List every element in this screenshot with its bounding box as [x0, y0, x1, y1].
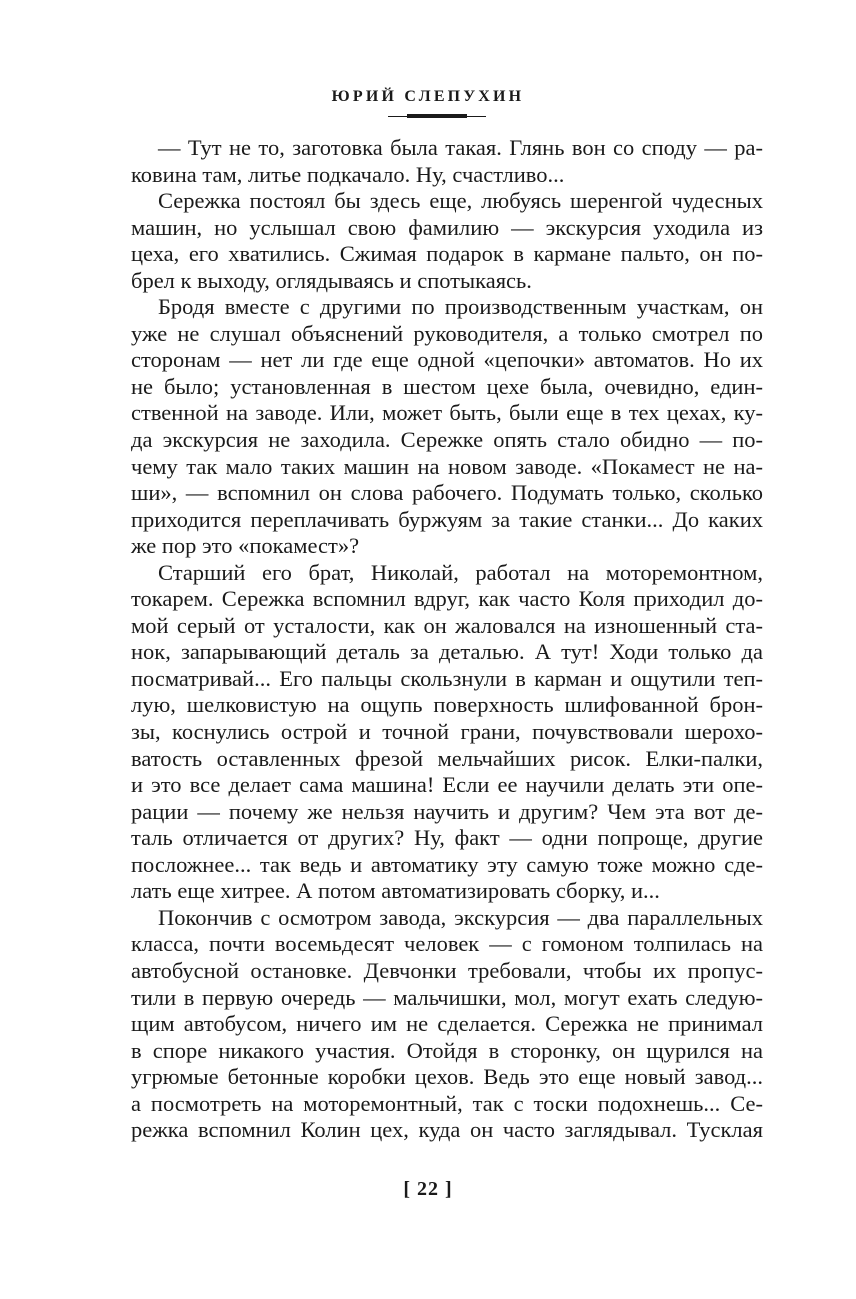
text-line: режка вспомнил Колин цех, куда он часто заглядывал. Тусклая [131, 1117, 763, 1143]
text-line: автобусной остановке. Девчонки требовали, чтобы их пропус- [131, 957, 763, 983]
text-line: — Тут не то, заготовка была такая. Глянь вон со споду — ра- [158, 135, 763, 160]
text-line: нок, запарывающий деталь за деталью. А тут! Ходи только да [131, 639, 763, 665]
text-line: в споре никакого участия. Отойдя в сторонку, он щурился на [131, 1037, 763, 1063]
text-line: Бродя вместе с другими по производственным участкам, он [158, 294, 763, 320]
page-number: [ 22 ] [403, 1178, 453, 1200]
text-line: угрюмые бетонные коробки цехов. Ведь это еще новый завод... [131, 1064, 763, 1090]
text-line: мой серый от усталости, как он жаловался на изношенный ста- [131, 612, 763, 638]
text-line: таль отличается от других? Ну, факт — одни попроще, другие [131, 825, 763, 851]
text-line: Покончив с осмотром завода, экскурсия — два параллельных [158, 904, 763, 930]
paragraph [131, 135, 763, 188]
text-line: лать еще хитрее. А потом автоматизировать сборку, и... [131, 878, 660, 904]
paragraph [131, 560, 763, 905]
text-line: ватость оставленных фрезой мельчайших рисок. Елки-палки, [131, 745, 763, 771]
text-line: класса, почти восемьдесят человек — с гомоном толпилась на [131, 931, 763, 957]
text-line: ши», — вспомнил он слова рабочего. Подумать только, сколько [131, 480, 763, 506]
body-text [131, 135, 763, 1144]
text-line: щим автобусом, ничего им не сделается. Сережка не принимал [131, 1011, 763, 1037]
paragraph [131, 294, 763, 559]
text-line: посматривай... Его пальцы скользнули в карман и ощутили теп- [131, 665, 763, 691]
text-line: машин, но услышал свою фамилию — экскурсия уходила из [131, 214, 763, 240]
text-line: и это все делает сама машина! Если ее научили делать эти опе- [131, 772, 763, 798]
text-line: цеха, его хватились. Сжимая подарок в кармане пальто, он по- [131, 241, 763, 267]
text-line: чему так мало таких машин на новом заводе. «Покамест не на- [131, 453, 763, 479]
text-line: посложнее... так ведь и автоматику эту самую тоже можно сде- [131, 851, 763, 877]
text-line: брел к выходу, оглядываясь и спотыкаясь. [131, 267, 532, 293]
text-line: Старший его брат, Николай, работал на моторемонтном, [158, 559, 763, 585]
text-line: ковина там, литье подкачало. Ну, счастливо... [131, 161, 565, 187]
text-line: рации — почему же нельзя научить и другим? Чем эта вот де- [131, 798, 763, 824]
text-line: лую, шелковистую на ощупь поверхность шлифованной брон- [131, 692, 763, 718]
text-line: уже не слушал объяснений руководителя, а только смотрел по [131, 320, 763, 346]
text-line: а посмотреть на моторемонтный, так с тоски подохнешь... Се- [131, 1090, 763, 1116]
text-line: Сережка постоял бы здесь еще, любуясь шеренгой чудесных [158, 188, 763, 214]
text-line: токарем. Сережка вспомнил вдруг, как часто Коля приходил до- [131, 586, 763, 612]
paragraph [131, 905, 763, 1144]
text-line: сторонам — нет ли где еще одной «цепочки» автоматов. Но их [131, 347, 763, 373]
text-line: ственной на заводе. Или, может быть, были еще в тех цехах, ку- [131, 400, 763, 426]
running-head: ЮРИЙ СЛЕПУХИН [331, 88, 525, 105]
text-line: же пор это «покамест»? [131, 533, 360, 559]
text-line: зы, коснулись острой и точной грани, почувствовали шерохо- [131, 719, 763, 745]
text-line: приходится переплачивать буржуям за такие станки... До каких [131, 506, 763, 532]
text-line: тили в первую очередь — мальчишки, мол, могут ехать следую- [131, 984, 763, 1010]
header-rule-ornament [388, 113, 486, 120]
text-line: не было; установленная в шестом цехе была, очевидно, един- [131, 373, 763, 399]
header-rule-thick [407, 114, 467, 118]
text-line: да экскурсия не заходила. Сережке опять стало обидно — по- [131, 427, 763, 453]
paragraph [131, 188, 763, 294]
